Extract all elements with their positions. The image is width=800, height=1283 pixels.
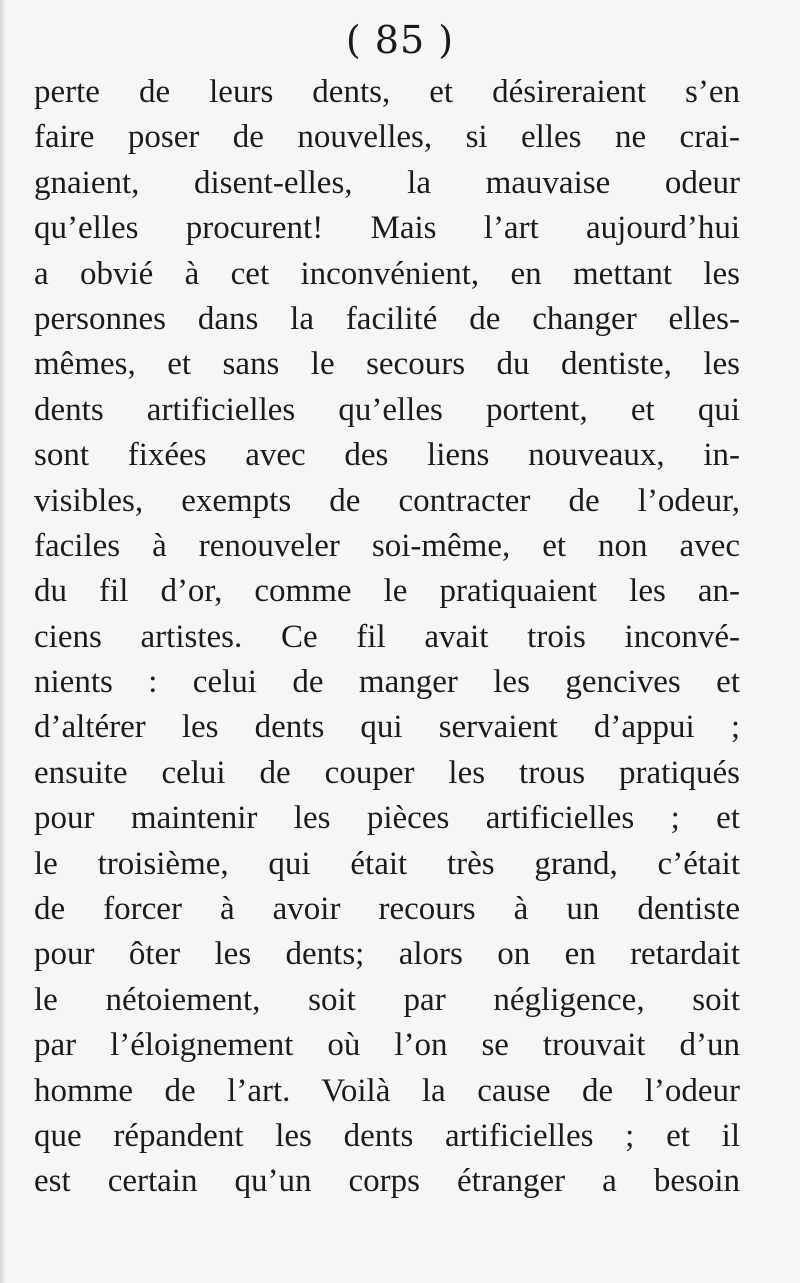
text-line-13: ciens artistes. Ce fil avait trois inconvé- bbox=[34, 618, 740, 655]
text-line-25: est certain qu’un corps étranger a besoin bbox=[34, 1163, 740, 1200]
text-line-20: pour ôter les dents; alors on en retardait bbox=[34, 936, 740, 973]
text-line-24: que répandent les dents artificielles ; et il bbox=[34, 1117, 740, 1154]
text-line-17: pour maintenir les pièces artificielles ; et bbox=[34, 800, 740, 837]
text-line-4: qu’elles procurent! Mais l’art aujourd’hui bbox=[34, 210, 740, 247]
body-text bbox=[34, 70, 740, 1205]
text-line-19: de forcer à avoir recours à un dentiste bbox=[34, 891, 740, 928]
page-edge-shadow bbox=[0, 0, 6, 1283]
text-line-2: faire poser de nouvelles, si elles ne crai- bbox=[34, 119, 740, 156]
text-line-22: par l’éloignement où l’on se trouvait d’un bbox=[34, 1027, 740, 1064]
text-line-10: visibles, exempts de contracter de l’odeur, bbox=[34, 482, 740, 519]
text-line-12: du fil d’or, comme le pratiquaient les an- bbox=[34, 573, 740, 610]
text-line-11: faciles à renouveler soi-même, et non avec bbox=[34, 527, 740, 564]
text-line-7: mêmes, et sans le secours du dentiste, les bbox=[34, 346, 740, 383]
text-line-14: nients : celui de manger les gencives et bbox=[34, 664, 740, 701]
text-line-9: sont fixées avec des liens nouveaux, in- bbox=[34, 437, 740, 474]
text-line-5: a obvié à cet inconvénient, en mettant les bbox=[34, 255, 740, 292]
text-line-8: dents artificielles qu’elles portent, et qui bbox=[34, 391, 740, 428]
text-line-6: personnes dans la facilité de changer elles- bbox=[34, 300, 740, 337]
page-number: ( 85 ) bbox=[345, 18, 455, 62]
text-line-3: gnaient, disent-elles, la mauvaise odeur bbox=[34, 164, 740, 201]
text-line-1: perte de leurs dents, et désireraient s’en bbox=[34, 74, 740, 110]
text-line-21: le nétoiement, soit par négligence, soit bbox=[34, 981, 740, 1018]
text-line-23: homme de l’art. Voilà la cause de l’odeur bbox=[34, 1072, 740, 1109]
text-line-18: le troisième, qui était très grand, c’était bbox=[34, 845, 740, 882]
text-line-15: d’altérer les dents qui servaient d’appui ; bbox=[34, 709, 740, 746]
text-line-16: ensuite celui de couper les trous pratiqués bbox=[34, 754, 740, 791]
